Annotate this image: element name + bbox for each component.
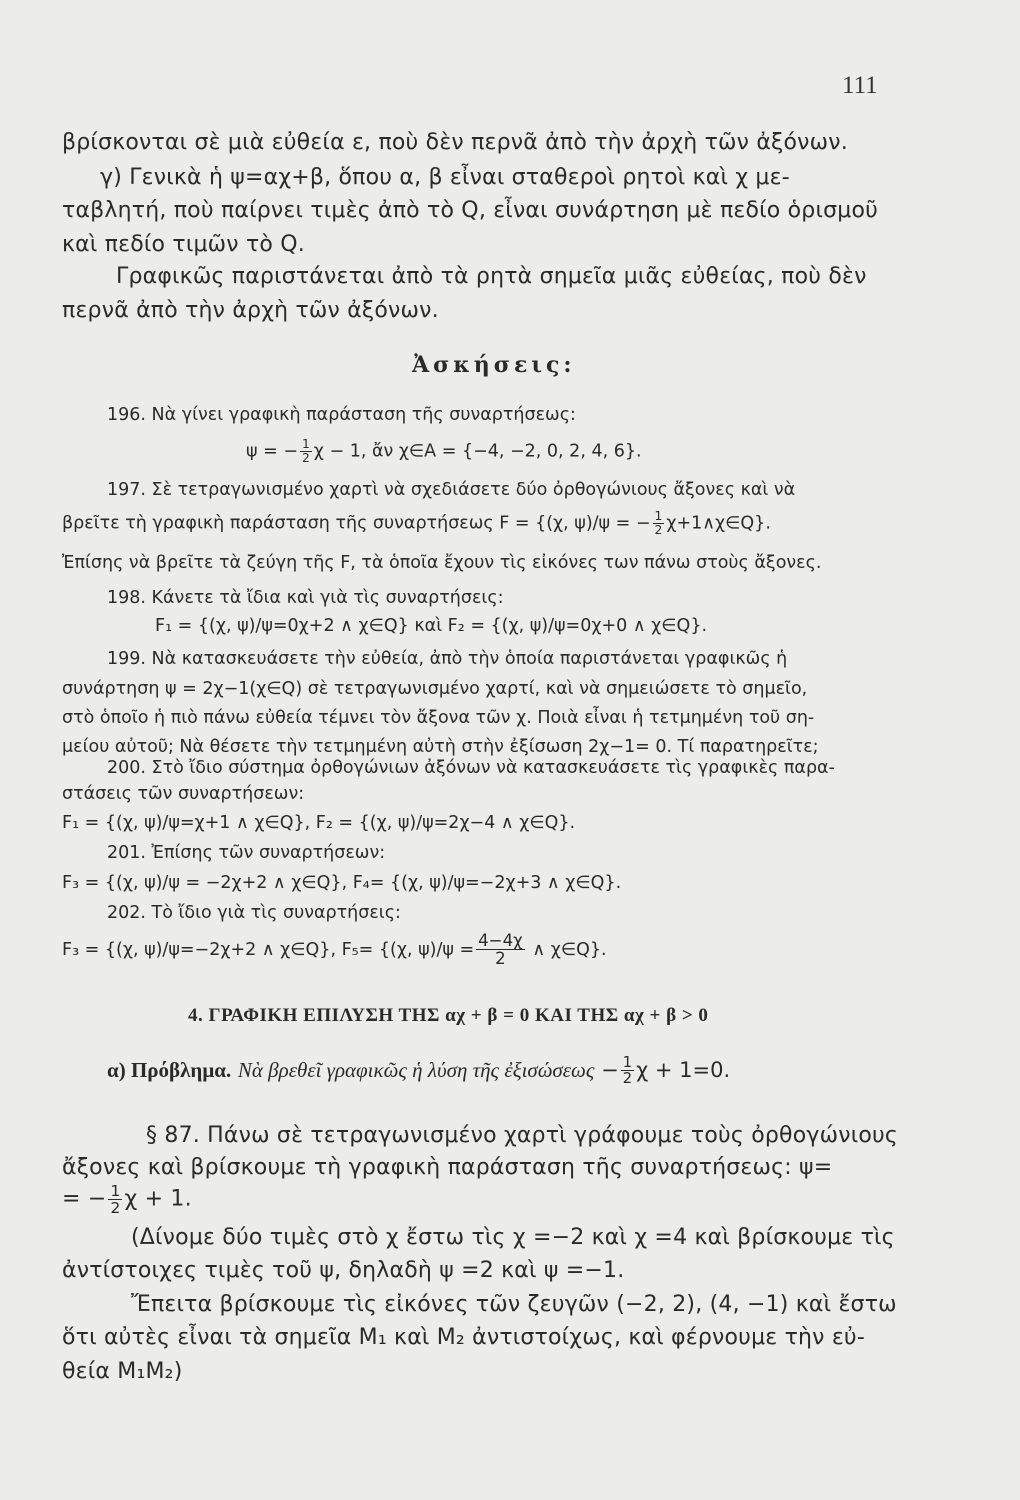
paragraph-87: § 87. Πάνω σὲ τετραγωνισμένο χαρτὶ γράφουμε τοὺς ὀρθογώνιους bbox=[146, 1123, 899, 1148]
exercise-200: 200. Στὸ ἴδιο σύστημα ὀρθογώνιων ἀξόνων νὰ κατασκευάσετε τὶς γραφικὲς παρα- bbox=[107, 758, 835, 778]
text-line: ἀντίστοιχες τιμὲς τοῦ ψ, δηλαδὴ ψ =2 καὶ ψ =−1. bbox=[62, 1258, 625, 1283]
text-line: καὶ πεδίο τιμῶν τὸ Q. bbox=[62, 232, 305, 257]
exercise-202-formula: F₃ = {(χ, ψ)/ψ=−2χ+2 ∧ χ∈Q}, F₅= {(χ, ψ)/ψ = $\frac{4-4\chi}{2}$ ∧ χ∈Q}. bbox=[62, 931, 607, 969]
text-line: ταβλητή, ποὺ παίρνει τιμὲς ἀπὸ τὸ Q, εἶναι συνάρτηση μὲ πεδίο ὁρισμοῦ bbox=[62, 198, 879, 223]
text-line: ὅτι αὐτὲς εἶναι τὰ σημεῖα M₁ καὶ M₂ ἀντιστοίχως, καὶ φέρνουμε τὴν εὐ- bbox=[62, 1325, 865, 1350]
fraction: $\frac{4-4\chi}{2}$ bbox=[478, 931, 523, 969]
text-line: Ἔπειτα βρίσκουμε τὶς εἰκόνες τῶν ζευγῶν (−2, 2), (4, −1) καὶ ἔστω bbox=[131, 1292, 897, 1317]
fraction: $\frac{1}{2}$ bbox=[110, 1182, 121, 1218]
text-line: περνᾶ ἀπὸ τὴν ἀρχὴ τῶν ἀξόνων. bbox=[62, 298, 439, 323]
fraction: $\frac{1}{2}$ bbox=[302, 437, 310, 465]
text-line: (Δίνομε δύο τιμὲς στὸ χ ἔστω τὶς χ =−2 καὶ χ =4 καὶ βρίσκουμε τὶς bbox=[131, 1225, 895, 1250]
text-line: στὸ ὁποῖο ἡ πιὸ πάνω εὐθεία τέμνει τὸν ἄξονα τῶν χ. Ποιὰ εἶναι ἡ τετμημένη τοῦ ση- bbox=[62, 708, 815, 728]
exercise-197: 197. Σὲ τετραγωνισμένο χαρτὶ νὰ σχεδιάσετε δύο ὀρθογώνιους ἄξονες καὶ νὰ bbox=[107, 480, 796, 500]
exercise-201: 201. Ἐπίσης τῶν συναρτήσεων: bbox=[107, 843, 386, 863]
exercise-199: 199. Νὰ κατασκευάσετε τὴν εὐθεία, ἀπὸ τὴν ὁποία παριστάνεται γραφικῶς ἡ bbox=[107, 649, 788, 669]
text-line: = − $\frac{1}{2}$ χ + 1. bbox=[62, 1182, 192, 1218]
text-line: Ἐπίσης νὰ βρεῖτε τὰ ζεύγη τῆς F, τὰ ὁποῖα ἔχουν τὶς εἰκόνες των πάνω στοὺς ἄξονες. bbox=[62, 553, 822, 573]
exercise-197-formula: βρεῖτε τὴ γραφικὴ παράσταση τῆς συναρτήσεως F = {(χ, ψ)/ψ = − $\frac{1}{2}$ χ+1∧χ∈Q}. bbox=[62, 509, 771, 537]
exercise-196-formula: ψ = − $\frac{1}{2}$ χ − 1, ἄν χ∈Α = {−4, −2, 0, 2, 4, 6}. bbox=[246, 437, 642, 465]
text-line: θεία M₁M₂) bbox=[62, 1359, 183, 1384]
page-number: 111 bbox=[842, 72, 878, 99]
text-line: συνάρτηση ψ = 2χ−1(χ∈Q) σὲ τετραγωνισμένο χαρτί, καὶ νὰ σημειώσετε τὸ σημεῖο, bbox=[62, 679, 808, 699]
exercise-196: 196. Νὰ γίνει γραφικὴ παράσταση τῆς συναρτήσεως: bbox=[107, 405, 576, 425]
text-line: γ) Γενικὰ ἡ ψ=αχ+β, ὅπου α, β εἶναι σταθεροὶ ρητοὶ καὶ χ με- bbox=[100, 165, 790, 190]
text-line: στάσεις τῶν συναρτήσεων: bbox=[62, 784, 305, 804]
fraction: $\frac{1}{2}$ bbox=[654, 509, 663, 537]
exercise-198: 198. Κάνετε τὰ ἴδια καὶ γιὰ τὶς συναρτήσεις: bbox=[107, 588, 504, 608]
exercise-201-formula: F₃ = {(χ, ψ)/ψ = −2χ+2 ∧ χ∈Q}, F₄= {(χ, ψ)/ψ=−2χ+3 ∧ χ∈Q}. bbox=[62, 873, 622, 893]
text-line: ἄξονες καὶ βρίσκουμε τὴ γραφικὴ παράσταση τῆς συναρτήσεως: ψ= bbox=[62, 1155, 833, 1180]
text-line: Γραφικῶς παριστάνεται ἀπὸ τὰ ρητὰ σημεῖα μιᾶς εὐθείας, ποὺ δὲν bbox=[116, 264, 867, 289]
fraction: $\frac{1}{2}$ bbox=[622, 1054, 633, 1088]
section-heading: 4. ΓΡΑΦΙΚΗ ΕΠΙΛΥΣΗ ΤΗΣ αχ + β = 0 ΚΑΙ ΤΗΣ αχ + β > 0 bbox=[188, 1005, 709, 1026]
text-line: μείου αὐτοῦ; Νὰ θέσετε τὴν τετμημένη αὐτὴ στὴν ἐξίσωση 2χ−1= 0. Τί παρατηρεῖτε; bbox=[62, 737, 819, 757]
exercises-heading: Ἀσκήσεις: bbox=[412, 352, 576, 378]
exercise-198-formula: F₁ = {(χ, ψ)/ψ=0χ+2 ∧ χ∈Q} καὶ F₂ = {(χ, ψ)/ψ=0χ+0 ∧ χ∈Q}. bbox=[155, 616, 708, 636]
text-line: βρίσκονται σὲ μιὰ εὐθεία ε, ποὺ δὲν περνᾶ ἀπὸ τὴν ἀρχὴ τῶν ἀξόνων. bbox=[62, 130, 848, 155]
exercise-200-formula: F₁ = {(χ, ψ)/ψ=χ+1 ∧ χ∈Q}, F₂ = {(χ, ψ)/ψ=2χ−4 ∧ χ∈Q}. bbox=[62, 813, 576, 833]
problem-line: α) Πρόβλημα. Νὰ βρεθεῖ γραφικῶς ἡ λύση τῆς ἐξισώσεως − $\frac{1}{2}$ χ + 1=0. bbox=[107, 1054, 731, 1088]
exercise-202: 202. Τὸ ἴδιο γιὰ τὶς συναρτήσεις: bbox=[107, 903, 401, 923]
